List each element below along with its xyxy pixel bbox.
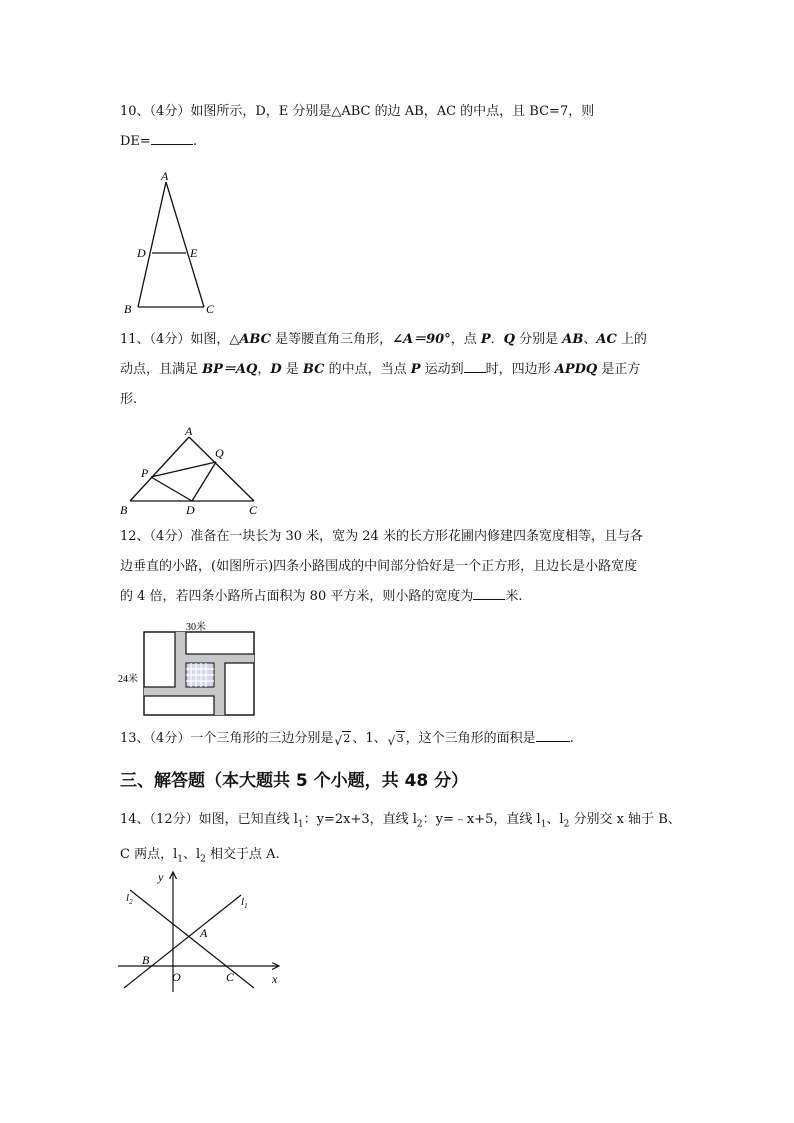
segment-pd (151, 477, 192, 501)
question-14: 14、（12分）如图，已知直线 $l_1$：y=2x+3，直线 $l_2$：y=﹣x+5，直线 $l_1$、$l_2$ 分别交 x 轴于 B、 C 两点，$l_1$、$l_2$ 相交于点 A. (120, 812, 681, 865)
svg-text:A: A (185, 424, 193, 438)
svg-text:C: C (226, 970, 235, 984)
side-ac (166, 182, 204, 307)
garden-figure-12 (116, 618, 266, 720)
side-ab (138, 182, 166, 307)
segment-qd (192, 462, 216, 501)
question-11: 11、（4分）如图，△ABC 是等腰直角三角形，∠A＝90°，点 P．Q 分别是 AB、AC 上的 动点，且满足 BP＝AQ，D 是 BC 的中点，当点 P 运动到 时，四边形 APDQ 是正方 形. (120, 332, 647, 407)
label-b: B (124, 302, 132, 316)
path-horizontal-top (175, 654, 254, 663)
path-horizontal-bottom (144, 687, 225, 696)
path-vertical-right (214, 654, 225, 715)
svg-text:C: C (249, 503, 258, 517)
segment-pq (151, 462, 216, 477)
question-12: 12、（4分）准备在一块长为 30 米，宽为 24 米的长方形花圃内修建四条宽度相等，且与各 边垂直的小路，(如图所示)四条小路围成的中间部分恰好是一个正方形，且边长是小路宽度 的 4 倍，若四条小路所占面积为 80 平方米，则小路的宽度为 米. (120, 529, 643, 604)
label-a: A (161, 169, 169, 183)
svg-text:Q: Q (215, 446, 224, 460)
label-l1: $l_1$ (241, 896, 248, 910)
label-c: C (206, 302, 215, 316)
question-10: 10、（4分）如图所示，D，E 分别是△ABC 的边 AB，AC 的中点，且 BC=7，则 DE= . (120, 104, 595, 149)
sqrt-3: √ 3 (387, 732, 404, 748)
answer-blank (151, 130, 193, 145)
section-heading: 三、解答题（本大题共 5 个小题，共 48 分） (120, 771, 469, 791)
answer-blank (464, 358, 486, 373)
answer-blank (536, 727, 570, 742)
width-label: 30米 (186, 622, 206, 633)
label-l2: $l_2$ (126, 892, 133, 906)
line-l1 (124, 895, 241, 988)
label-e: E (190, 246, 198, 260)
question-13: 13、（4分）一个三角形的三边分别是 √ 2 、1、 √ 3 ，这个三角形的面积是 . (120, 724, 574, 754)
svg-text:O: O (172, 970, 181, 984)
label-d: D (137, 246, 146, 260)
answer-blank (473, 585, 505, 600)
q10-text: 如图所示，D，E 分别是△ABC 的边 AB，AC 的中点，且 BC=7，则 (190, 104, 595, 119)
triangle-figure-11 (118, 424, 268, 519)
height-label: 24米 (118, 674, 138, 685)
q10-score: （4分） (149, 104, 191, 119)
svg-text:B: B (120, 503, 128, 517)
svg-text:A: A (200, 926, 208, 940)
svg-text:x: x (272, 972, 278, 986)
svg-text:P: P (141, 466, 149, 480)
line-l2 (130, 890, 254, 988)
svg-text:y: y (158, 870, 164, 884)
sqrt-2: √ 2 (334, 732, 351, 748)
svg-text:D: D (186, 503, 195, 517)
q10-line2: DE= (120, 134, 151, 149)
svg-text:B: B (142, 953, 150, 967)
triangle-figure-10 (118, 168, 228, 318)
q10-number: 10、 (120, 104, 150, 119)
coordinate-figure-14 (116, 866, 286, 996)
